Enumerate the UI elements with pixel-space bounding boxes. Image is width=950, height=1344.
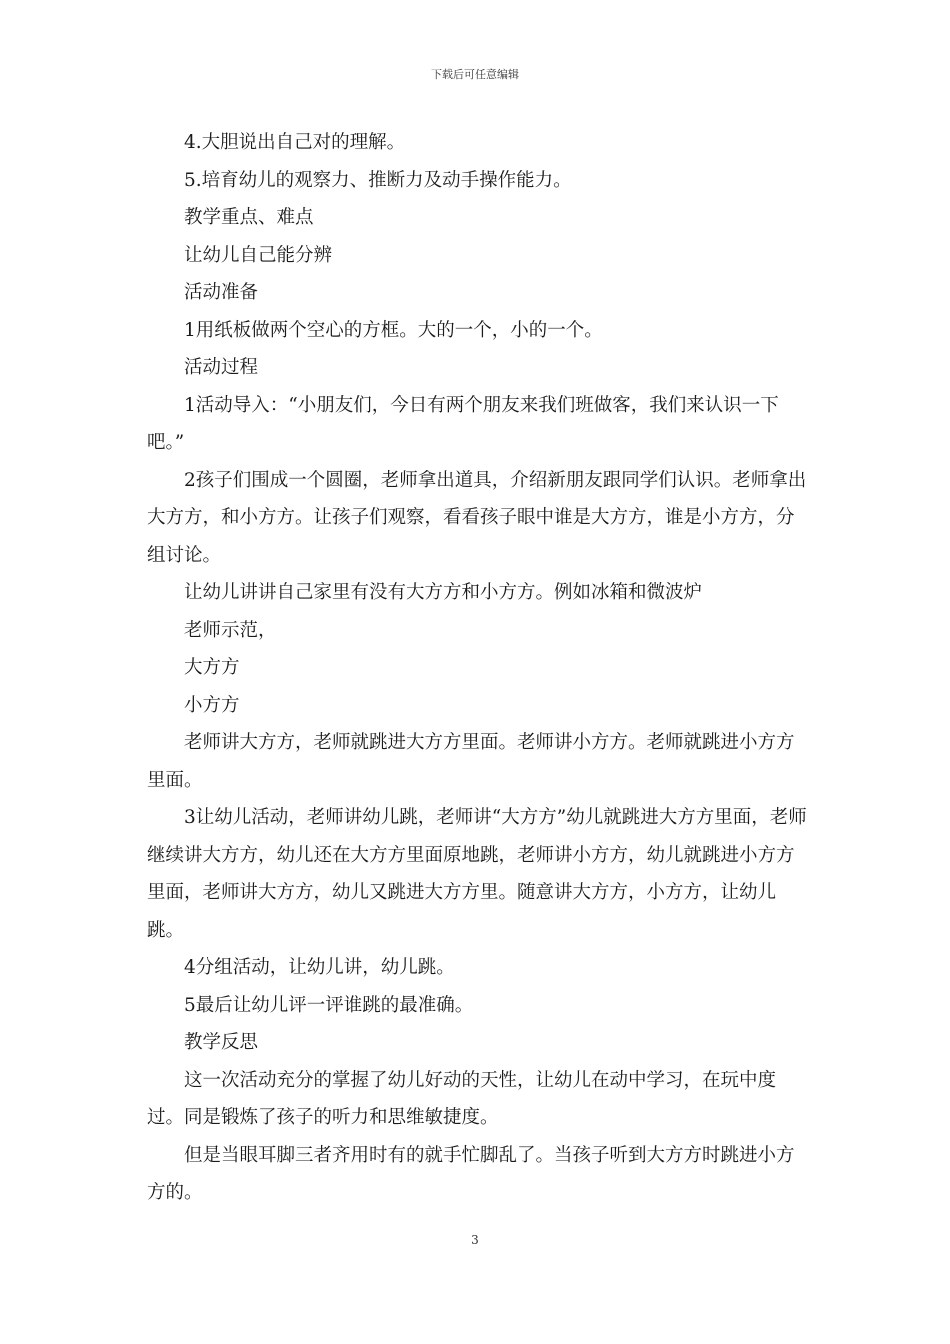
paragraph: 老师讲大方方，老师就跳进大方方里面。老师讲小方方。老师就跳进小方方里面。	[147, 732, 795, 791]
section-heading: 教学反思	[184, 1032, 259, 1053]
paragraph: 小方方	[184, 694, 240, 716]
paragraph: 1用纸板做两个空心的方框。大的一个，小的一个。	[184, 319, 603, 341]
paragraph: 老师示范，	[184, 619, 277, 641]
paragraph: 5.培育幼儿的观察力、推断力及动手操作能力。	[184, 169, 572, 191]
paragraph: 4.大胆说出自己对的理解。	[184, 132, 406, 153]
document-body	[147, 124, 812, 1212]
paragraph: 让幼儿讲讲自己家里有没有大方方和小方方。例如冰箱和微波炉	[184, 582, 703, 603]
paragraph: 这一次活动充分的掌握了幼儿好动的天性，让幼儿在动中学习，在玩中度过。同是锻炼了孩子的听力和思维敏捷度。	[147, 1069, 777, 1128]
paragraph: 让幼儿自己能分辨	[184, 244, 333, 266]
paragraph: 4分组活动，让幼儿讲，幼儿跳。	[184, 957, 455, 978]
page-header: 下载后可任意编辑	[431, 68, 519, 81]
section-heading: 教学重点、难点	[184, 207, 314, 228]
paragraph: 2孩子们围成一个圆圈，老师拿出道具，介绍新朋友跟同学们认识。老师拿出大方方，和小方方。让孩子们观察，看看孩子眼中谁是大方方，谁是小方方，分组讨论。	[147, 469, 807, 566]
paragraph: 1活动导入：“小朋友们，今日有两个朋友来我们班做客，我们来认识一下吧。”	[147, 394, 779, 453]
paragraph: 3让幼儿活动，老师讲幼儿跳，老师讲“大方方”幼儿就跳进大方方里面，老师继续讲大方方，幼儿还在大方方里面原地跳，老师讲小方方，幼儿就跳进小方方里面，老师讲大方方，幼儿又跳进大方方里。随意讲大方方，小方方，让幼儿跳。	[147, 807, 807, 941]
section-heading: 活动准备	[184, 282, 259, 303]
paragraph: 5最后让幼儿评一评谁跳的最准确。	[184, 994, 474, 1016]
paragraph: 但是当眼耳脚三者齐用时有的就手忙脚乱了。当孩子听到大方方时跳进小方方的。	[147, 1144, 795, 1203]
section-heading: 活动过程	[184, 357, 259, 378]
paragraph: 大方方	[184, 657, 240, 678]
page-number: 3	[471, 1233, 479, 1247]
